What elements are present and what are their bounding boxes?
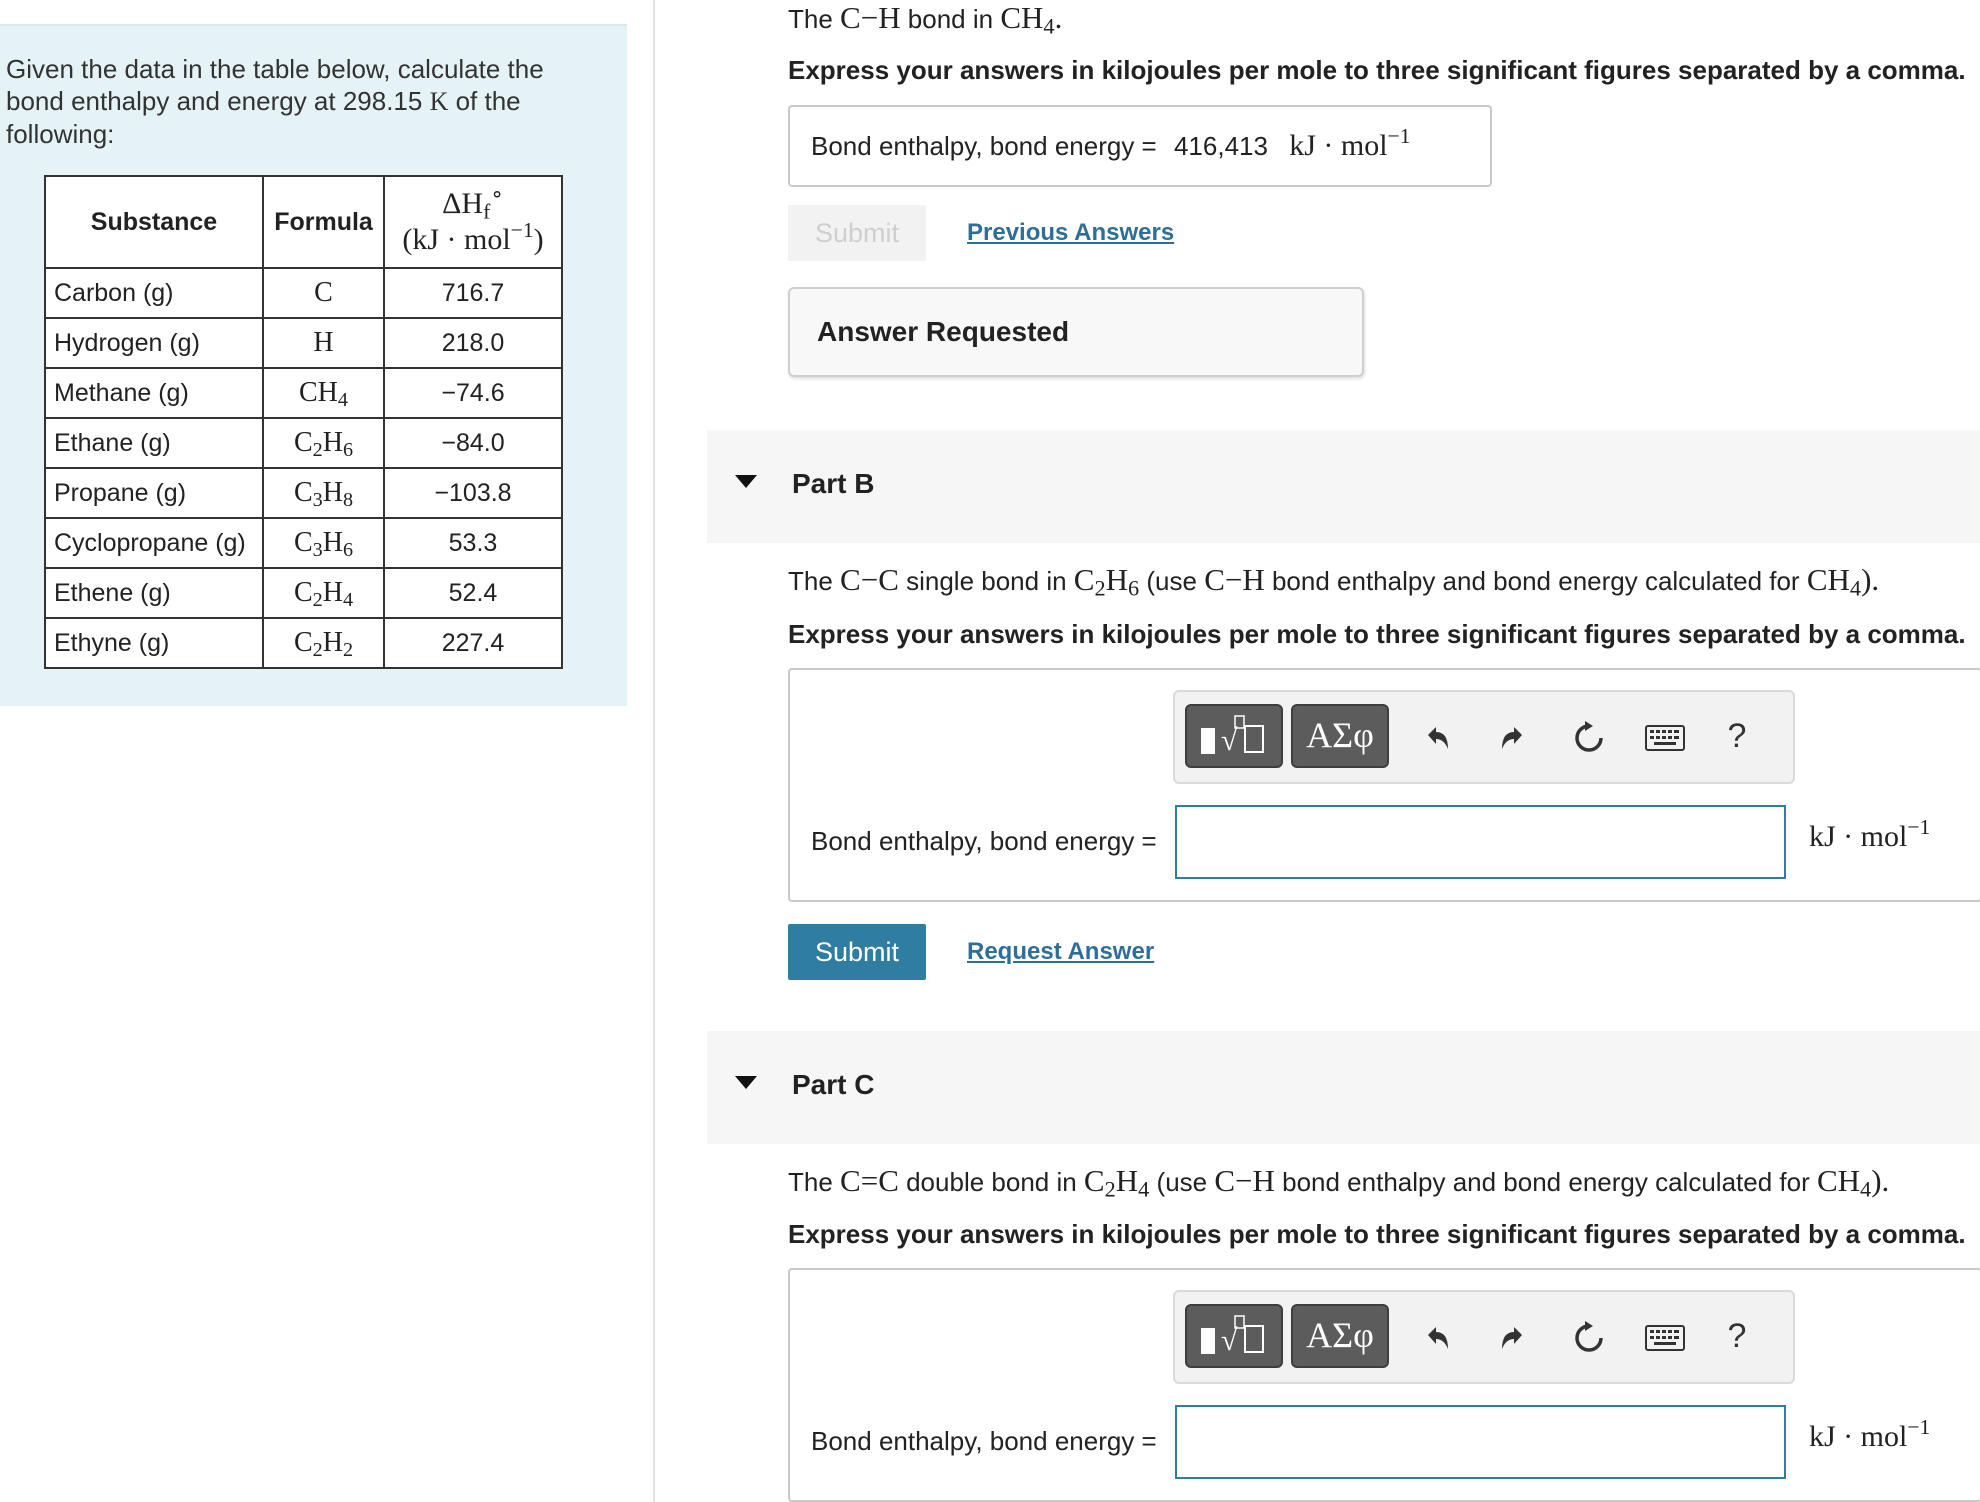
substance-cell: Cyclopropane (g) [45,518,263,568]
enthalpy-cell: 218.0 [384,318,562,368]
redo-icon[interactable] [1483,708,1543,764]
part-b-instruction: Express your answers in kilojoules per mole to three significant figures separated by a comma. [788,619,1966,649]
part-c-entry-box [788,1268,1980,1502]
part-c-question: The C=C double bond in $C_2H_4$ (use C−H bond enthalpy and bond energy calculated for $CH_4$). [788,1163,1890,1202]
part-a-answer-row [811,124,1411,163]
collapse-triangle-icon[interactable] [735,475,757,488]
substance-cell: Methane (g) [45,368,263,418]
part-a-feedback [788,287,1364,377]
problem-panel [0,24,627,706]
substance-cell: Propane (g) [45,468,263,518]
greek-symbols-button[interactable]: ΑΣφ [1291,704,1389,768]
part-c-title: Part C [792,1069,875,1100]
feedback-text: Answer Requested [817,316,1070,347]
header-enthalpy: $\Delta H_f^\circ$ (kJ · mol$^{-1}$) [384,176,562,268]
table-header-row [45,176,562,268]
part-b-submit-button[interactable]: Submit [788,924,926,980]
part-b-answer-input[interactable] [1175,805,1786,879]
part-c-instruction: Express your answers in kilojoules per mole to three significant figures separated by a comma. [788,1219,1966,1249]
help-icon[interactable]: ? [1727,1317,1747,1355]
svg-text:√: √ [1221,1324,1238,1357]
part-b-answer-label: Bond enthalpy, bond energy = [811,826,1157,856]
table-row [45,568,562,618]
column-divider [653,0,655,1502]
part-a-answer-value: 416,413 [1173,131,1268,161]
enthalpy-cell: −84.0 [384,418,562,468]
part-a-unit: kJ · mol$^{-1}$ [1289,124,1411,162]
table-row [45,518,562,568]
table-row [45,318,562,368]
part-b-header[interactable] [707,430,1980,543]
previous-answers-link[interactable]: Previous Answers [967,219,1175,246]
part-b-question: The C−C single bond in $C_2H_6$ (use C−H bond enthalpy and bond energy calculated for $CH_4$). [788,562,1880,601]
templates-button[interactable] [1185,704,1283,768]
formula-cell: H [263,318,384,368]
formula-cell: C [263,268,384,318]
part-c-header[interactable] [707,1031,1980,1144]
part-b-title: Part B [792,468,875,499]
formula-cell: $C_2H_4$ [263,568,384,618]
part-a-submit-button[interactable]: Submit [788,205,926,261]
undo-icon[interactable] [1407,708,1467,764]
undo-icon[interactable] [1407,1308,1467,1364]
svg-text:√: √ [1221,724,1238,757]
substance-cell: Ethyne (g) [45,618,263,668]
enthalpy-cell: 716.7 [384,268,562,318]
table-row [45,618,562,668]
help-icon[interactable]: ? [1727,717,1747,755]
formula-cell: $C_2H_2$ [263,618,384,668]
part-b-unit: kJ · mol$^{-1}$ [1809,815,1931,853]
keyboard-icon[interactable] [1635,708,1695,764]
enthalpy-cell: 227.4 [384,618,562,668]
table-row [45,468,562,518]
part-a-instruction: Express your answers in kilojoules per mole to three significant figures separated by a comma. [788,55,1966,85]
enthalpy-cell: −74.6 [384,368,562,418]
formula-cell: $C_3H_6$ [263,518,384,568]
greek-symbols-button[interactable]: ΑΣφ [1291,1304,1389,1368]
keyboard-icon[interactable] [1635,1308,1695,1364]
collapse-triangle-icon[interactable] [735,1076,757,1089]
reset-icon[interactable] [1559,708,1619,764]
request-answer-link[interactable]: Request Answer [967,938,1155,965]
substance-cell: Ethene (g) [45,568,263,618]
part-c-answer-label: Bond enthalpy, bond energy = [811,1426,1157,1456]
part-a-answer-box [788,105,1492,187]
templates-button[interactable] [1185,1304,1283,1368]
part-c-unit: kJ · mol$^{-1}$ [1809,1415,1931,1453]
formula-cell: $C_3H_8$ [263,468,384,518]
math-toolbar [1173,690,1795,784]
part-b-entry-box [788,668,1980,902]
substance-cell: Carbon (g) [45,268,263,318]
reset-icon[interactable] [1559,1308,1619,1364]
substance-cell: Ethane (g) [45,418,263,468]
math-toolbar [1173,1290,1795,1384]
table-row [45,368,562,418]
part-a-answer-label: Bond enthalpy, bond energy = [811,131,1157,161]
table-row [45,268,562,318]
data-table [44,175,563,669]
part-a-question: The C−H bond in $CH_4$. [788,0,1063,39]
redo-icon[interactable] [1483,1308,1543,1364]
enthalpy-cell: 52.4 [384,568,562,618]
formula-cell: $CH_4$ [263,368,384,418]
enthalpy-cell: 53.3 [384,518,562,568]
enthalpy-cell: −103.8 [384,468,562,518]
formula-cell: $C_2H_6$ [263,418,384,468]
header-substance: Substance [45,176,263,268]
table-row [45,418,562,468]
problem-intro: Given the data in the table below, calculate the bond enthalpy and energy at 298.15 K of the following: [6,54,544,149]
substance-cell: Hydrogen (g) [45,318,263,368]
header-formula: Formula [263,176,384,268]
part-c-answer-input[interactable] [1175,1405,1786,1479]
